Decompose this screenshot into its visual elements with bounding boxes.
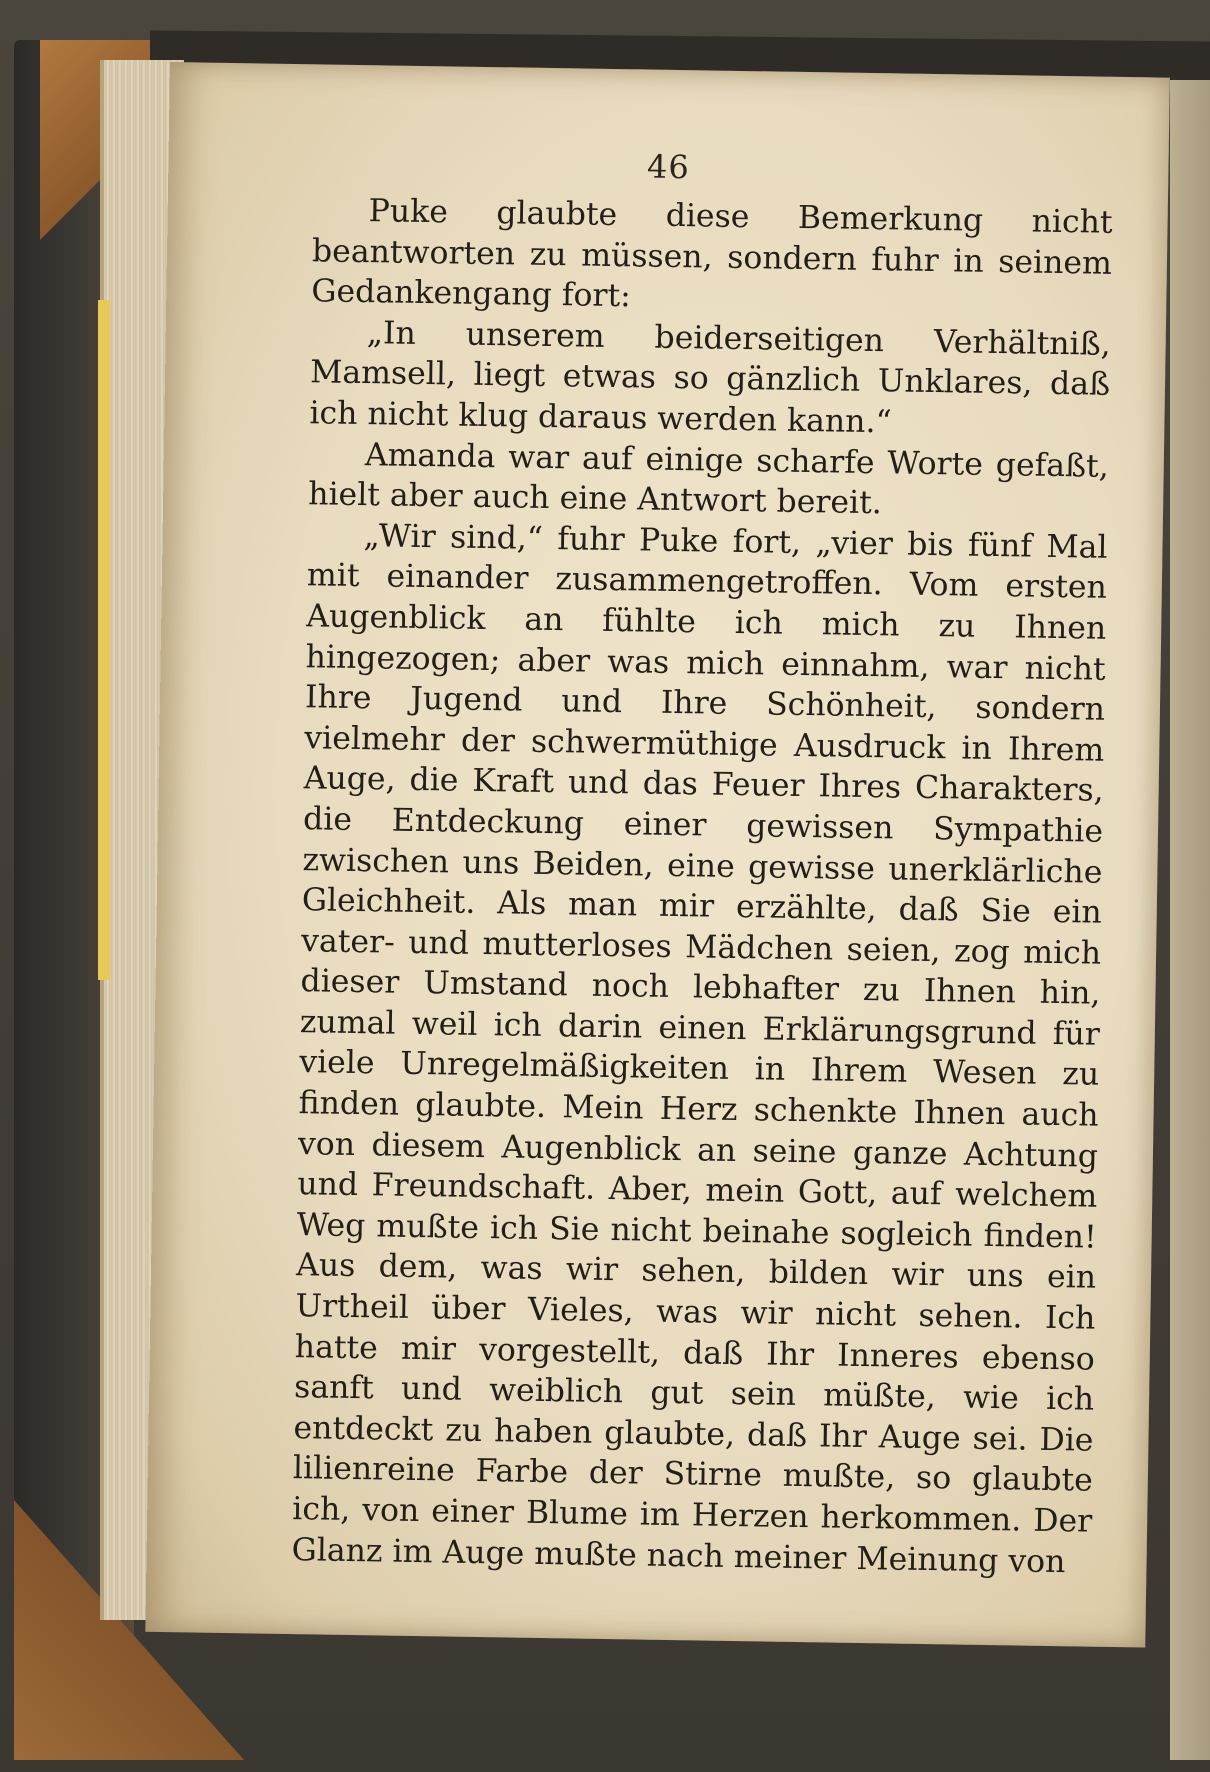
paragraph: „In unserem beiderseitigen Verhältniß, Mamsell, liegt etwas so gänzlich Unklares, daß ich nicht klug daraus werden kann.“ — [309, 314, 1111, 441]
paragraph: Puke glaubte diese Bemerkung nicht beantworten zu müssen, sondern fuhr in seinem Gedankengang fort: — [311, 193, 1113, 315]
page-body-text — [291, 190, 1113, 1583]
book-page — [145, 62, 1170, 1648]
page-number: 46 — [646, 147, 691, 187]
paragraph: Amanda war auf einige scharfe Worte gefaßt, hielt aber auch eine Antwort bereit. — [307, 436, 1110, 522]
facing-page-edge — [1170, 80, 1210, 1760]
paragraph: „Wir sind,“ fuhr Puke fort, „vier bis fünf Mal mit einander zusammengetroffen. Vom ersten Augenblick an fühlte ich mich zu Ihnen hingezogen; aber was mich einnahm, war nicht Ihre Jugend und Ihre Schönheit, sondern vielmehr der schwermüthige Ausdruck in Ihrem Auge, die Kraft und das Feuer Ihres Charakters, die Entdeckung einer gewissen Sympathie zwischen uns Beiden, eine gewisse unerklärliche Gleichheit. Als man mir erzählte, daß Sie ein vater- und mutterloses Mädchen seien, zog mich dieser Umstand noch lebhafter zu Ihnen hin, zumal weil ich darin einen Erklärungsgrund für viele Unregelmäßigkeiten in Ihrem Wesen zu finden glaubte. Mein Herz schenkte Ihnen auch von diesem Augenblick an seine ganze Achtung und Freundschaft. Aber, mein Gott, auf welchem Weg mußte ich Sie nicht beinahe sogleich finden! Aus dem, was wir sehen, bilden wir uns ein Urtheil über Vieles, was wir nicht sehen. Ich hatte mir vorgestellt, daß Ihr Inneres ebenso sanft und weiblich gut sein müßte, wie ich entdeckt zu haben glaubte, daß Ihr Auge sei. Die lilienreine Farbe der Stirne mußte, so glaubte ich, von einer Blume im Herzen herkommen. Der Glanz im Auge mußte nach meiner Meinung von — [291, 517, 1108, 1580]
bookmark-strip — [98, 300, 110, 980]
